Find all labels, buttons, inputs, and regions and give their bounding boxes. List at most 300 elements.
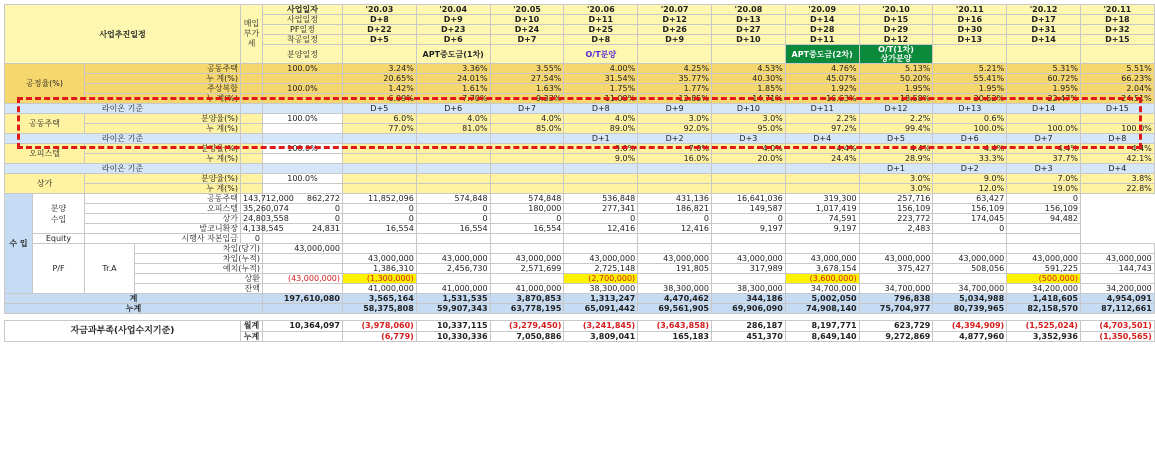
store-base-empty[interactable]	[263, 184, 343, 194]
fund-cum-1[interactable]: 10,330,336	[416, 331, 490, 342]
apt-label[interactable]: 공동주택	[5, 114, 85, 134]
income-1-3[interactable]: 180,000	[490, 204, 564, 214]
apt-basis-label[interactable]: 라이온 기준	[5, 104, 241, 114]
biz-day-1[interactable]: D+9	[416, 15, 490, 25]
office-basis-base[interactable]	[263, 134, 343, 144]
apt-basis-3[interactable]: D+8	[564, 104, 638, 114]
income-0-3[interactable]: 574,848	[490, 194, 564, 204]
apt-rate-0[interactable]: 6.0%	[343, 114, 417, 124]
income-8-0[interactable]: (1,300,000)	[343, 274, 417, 284]
row-label-sales[interactable]: 분양일정	[263, 45, 343, 64]
fund-monthly-3[interactable]: (3,241,845)	[564, 321, 638, 332]
fund-monthly-6[interactable]: 8,197,771	[785, 321, 859, 332]
sales-event-4[interactable]	[638, 45, 712, 64]
progress-2-0[interactable]: 1.42%	[343, 84, 417, 94]
income-5-0[interactable]	[343, 244, 417, 254]
office-basis-3[interactable]: D+1	[564, 134, 638, 144]
apt-base[interactable]: 100.0%	[263, 114, 343, 124]
income-5-9[interactable]	[1007, 244, 1081, 254]
tra-label[interactable]: Tr.A	[85, 244, 135, 294]
income-5-4[interactable]	[638, 244, 712, 254]
const-day-10[interactable]: D+15	[1080, 35, 1154, 45]
pf-day-0[interactable]: D+22	[343, 25, 417, 35]
fund-cum-5[interactable]: 451,370	[711, 331, 785, 342]
month-header-4[interactable]: '20.07	[638, 5, 712, 15]
progress-0-8[interactable]: 5.21%	[933, 64, 1007, 74]
const-day-0[interactable]: D+5	[343, 35, 417, 45]
office-vat-0[interactable]	[241, 144, 263, 154]
income-7-9[interactable]: 591,225	[1007, 264, 1081, 274]
income-4-7[interactable]	[785, 234, 859, 244]
pf-day-2[interactable]: D+24	[490, 25, 564, 35]
const-day-6[interactable]: D+11	[785, 35, 859, 45]
store-vat-1[interactable]	[241, 184, 263, 194]
total-5[interactable]: 344,186	[711, 294, 785, 304]
apt-basis-5[interactable]: D+10	[711, 104, 785, 114]
office-rate-2[interactable]	[490, 144, 564, 154]
fund-cum-7[interactable]: 9,272,869	[859, 331, 933, 342]
fund-cum-base[interactable]	[263, 331, 343, 342]
store-rate-4[interactable]	[638, 174, 712, 184]
office-basis-8[interactable]: D+6	[933, 134, 1007, 144]
progress-sub-1[interactable]: 누 계(%)	[85, 74, 241, 84]
store-basis-label[interactable]: 라이온 기준	[5, 164, 241, 174]
income-4-8[interactable]	[859, 234, 933, 244]
progress-2-8[interactable]: 1.95%	[933, 84, 1007, 94]
income-7-10[interactable]: 144,743	[1080, 264, 1154, 274]
apt-basis-7[interactable]: D+12	[859, 104, 933, 114]
office-cum-9[interactable]: 37.7%	[1007, 154, 1081, 164]
sales-event-2[interactable]	[490, 45, 564, 64]
apt-cum-9[interactable]: 100.0%	[1007, 124, 1081, 134]
income-4-9[interactable]	[933, 234, 1007, 244]
income-2-5[interactable]: 0	[638, 214, 712, 224]
income-0-10[interactable]: 0	[1007, 194, 1081, 204]
income-1-6[interactable]: 149,587	[711, 204, 785, 214]
store-rate-6[interactable]	[785, 174, 859, 184]
progress-1-2[interactable]: 27.54%	[490, 74, 564, 84]
income-9-8[interactable]: 34,700,000	[933, 284, 1007, 294]
biz-day-4[interactable]: D+12	[638, 15, 712, 25]
store-vat-0[interactable]	[241, 174, 263, 184]
apt-base-empty[interactable]	[263, 124, 343, 134]
progress-3-1[interactable]: 7.70%	[416, 94, 490, 104]
office-basis-label[interactable]: 라이온 기준	[5, 134, 241, 144]
income-7-2[interactable]: 2,571,699	[490, 264, 564, 274]
apt-rate-3[interactable]: 4.0%	[564, 114, 638, 124]
income-3-4[interactable]: 12,416	[564, 224, 638, 234]
total-base[interactable]: 197,610,080	[263, 294, 343, 304]
apt-basis-1[interactable]: D+6	[416, 104, 490, 114]
income-7-7[interactable]: 375,427	[859, 264, 933, 274]
income-name-5[interactable]: 차입(당기)	[135, 244, 263, 254]
office-cum-5[interactable]: 20.0%	[711, 154, 785, 164]
apt-sub-1[interactable]: 누 계(%)	[85, 124, 241, 134]
pf-day-3[interactable]: D+25	[564, 25, 638, 35]
apt-vat-1[interactable]	[241, 124, 263, 134]
store-rate-9[interactable]: 7.0%	[1007, 174, 1081, 184]
fund-cum-3[interactable]: 3,809,041	[564, 331, 638, 342]
income-8-2[interactable]	[490, 274, 564, 284]
store-rate-5[interactable]	[711, 174, 785, 184]
biz-day-8[interactable]: D+16	[933, 15, 1007, 25]
income-8-5[interactable]	[711, 274, 785, 284]
sales-event-0[interactable]	[343, 45, 417, 64]
cum-total-10[interactable]: 87,112,661	[1080, 304, 1154, 314]
apt-cum-7[interactable]: 99.4%	[859, 124, 933, 134]
fund-monthly-8[interactable]: (4,394,909)	[933, 321, 1007, 332]
income-3-0[interactable]: 24,831	[263, 224, 343, 234]
income-4-6[interactable]	[711, 234, 785, 244]
office-sub-1[interactable]: 누 계(%)	[85, 154, 241, 164]
cum-total-base[interactable]	[263, 304, 343, 314]
store-rate-3[interactable]	[564, 174, 638, 184]
office-cum-10[interactable]: 42.1%	[1080, 154, 1154, 164]
sales-event-3[interactable]: O/T분양	[564, 45, 638, 64]
store-rate-2[interactable]	[490, 174, 564, 184]
income-2-0[interactable]: 0	[263, 214, 343, 224]
office-basis-7[interactable]: D+5	[859, 134, 933, 144]
income-name-9[interactable]: 잔액	[135, 284, 263, 294]
month-header-8[interactable]: '20.11	[933, 5, 1007, 15]
office-rate-0[interactable]	[343, 144, 417, 154]
month-header-2[interactable]: '20.05	[490, 5, 564, 15]
office-rate-5[interactable]: 4.0%	[711, 144, 785, 154]
income-9-9[interactable]: 34,200,000	[1007, 284, 1081, 294]
fund-cum-9[interactable]: 3,352,936	[1007, 331, 1081, 342]
progress-3-2[interactable]: 9.33%	[490, 94, 564, 104]
fund-monthly-base[interactable]: 10,364,097	[263, 321, 343, 332]
income-name-1[interactable]: 오피스텔	[85, 204, 241, 214]
progress-1-7[interactable]: 50.20%	[859, 74, 933, 84]
income-8-8[interactable]	[933, 274, 1007, 284]
income-name-7[interactable]: 예치(누적)	[135, 264, 263, 274]
apt-basis-0[interactable]: D+5	[343, 104, 417, 114]
progress-0-7[interactable]: 5.13%	[859, 64, 933, 74]
store-basis-vat[interactable]	[241, 164, 263, 174]
apt-cum-0[interactable]: 77.0%	[343, 124, 417, 134]
total-1[interactable]: 1,531,535	[416, 294, 490, 304]
income-base-7[interactable]	[263, 264, 343, 274]
income-9-2[interactable]: 41,000,000	[490, 284, 564, 294]
income-9-5[interactable]: 38,300,000	[711, 284, 785, 294]
income-name-6[interactable]: 차입(누적)	[135, 254, 263, 264]
fund-monthly-10[interactable]: (4,703,501)	[1080, 321, 1154, 332]
progress-base-2[interactable]: 100.0%	[263, 84, 343, 94]
income-base-3[interactable]: 4,138,545	[241, 224, 263, 234]
income-2-3[interactable]: 0	[490, 214, 564, 224]
income-8-10[interactable]	[1080, 274, 1154, 284]
progress-0-4[interactable]: 4.25%	[638, 64, 712, 74]
income-8-4[interactable]	[638, 274, 712, 284]
apt-vat-0[interactable]	[241, 114, 263, 124]
progress-2-10[interactable]: 2.04%	[1080, 84, 1154, 94]
progress-3-6[interactable]: 16.63%	[785, 94, 859, 104]
progress-0-2[interactable]: 3.55%	[490, 64, 564, 74]
income-4-10[interactable]	[1007, 234, 1081, 244]
total-8[interactable]: 5,034,988	[933, 294, 1007, 304]
const-day-8[interactable]: D+13	[933, 35, 1007, 45]
income-3-6[interactable]: 9,197	[711, 224, 785, 234]
fund-monthly-2[interactable]: (3,279,450)	[490, 321, 564, 332]
month-header-5[interactable]: '20.08	[711, 5, 785, 15]
apt-basis-8[interactable]: D+13	[933, 104, 1007, 114]
income-6-10[interactable]: 43,000,000	[1080, 254, 1154, 264]
apt-basis-2[interactable]: D+7	[490, 104, 564, 114]
office-basis-vat[interactable]	[241, 134, 263, 144]
office-cum-7[interactable]: 28.9%	[859, 154, 933, 164]
cum-total-3[interactable]: 65,091,442	[564, 304, 638, 314]
income-1-9[interactable]: 156,109	[933, 204, 1007, 214]
month-header-9[interactable]: '20.12	[1007, 5, 1081, 15]
total-4[interactable]: 4,470,462	[638, 294, 712, 304]
progress-2-7[interactable]: 1.95%	[859, 84, 933, 94]
income-7-4[interactable]: 191,805	[638, 264, 712, 274]
office-basis-5[interactable]: D+3	[711, 134, 785, 144]
cum-total-6[interactable]: 74,908,140	[785, 304, 859, 314]
row-label-biz[interactable]: 사업일정	[263, 15, 343, 25]
cum-total-4[interactable]: 69,561,905	[638, 304, 712, 314]
row-label-const[interactable]: 착공일정	[263, 35, 343, 45]
income-5-7[interactable]	[859, 244, 933, 254]
income-9-3[interactable]: 38,300,000	[564, 284, 638, 294]
progress-3-10[interactable]: 24.51%	[1080, 94, 1154, 104]
income-7-5[interactable]: 317,989	[711, 264, 785, 274]
fund-monthly-5[interactable]: 286,187	[711, 321, 785, 332]
store-cum-2[interactable]	[490, 184, 564, 194]
fund-cum-2[interactable]: 7,050,886	[490, 331, 564, 342]
income-1-10[interactable]: 156,109	[1007, 204, 1081, 214]
income-7-1[interactable]: 2,456,730	[416, 264, 490, 274]
apt-sub-0[interactable]: 분양율(%)	[85, 114, 241, 124]
pf-day-7[interactable]: D+29	[859, 25, 933, 35]
income-base-8[interactable]: (43,000,000)	[263, 274, 343, 284]
apt-rate-6[interactable]: 2.2%	[785, 114, 859, 124]
sales-event-1[interactable]: APT중도금(1차)	[416, 45, 490, 64]
store-sub-0[interactable]: 분양율(%)	[85, 174, 241, 184]
office-basis-0[interactable]	[343, 134, 417, 144]
fund-cum-10[interactable]: (1,350,565)	[1080, 331, 1154, 342]
biz-day-7[interactable]: D+15	[859, 15, 933, 25]
pf-label[interactable]: P/F	[33, 244, 85, 294]
office-rate-6[interactable]: 4.4%	[785, 144, 859, 154]
progress-label[interactable]: 공정율(%)	[5, 64, 85, 104]
income-2-4[interactable]: 0	[564, 214, 638, 224]
store-basis-5[interactable]	[711, 164, 785, 174]
income-3-3[interactable]: 16,554	[490, 224, 564, 234]
progress-vat-2[interactable]	[241, 84, 263, 94]
fund-cum-8[interactable]: 4,877,960	[933, 331, 1007, 342]
income-4-3[interactable]	[490, 234, 564, 244]
income-5-2[interactable]	[490, 244, 564, 254]
office-basis-10[interactable]: D+8	[1080, 134, 1154, 144]
total-7[interactable]: 796,838	[859, 294, 933, 304]
biz-day-2[interactable]: D+10	[490, 15, 564, 25]
income-2-2[interactable]: 0	[416, 214, 490, 224]
progress-0-6[interactable]: 4.76%	[785, 64, 859, 74]
cum-total-1[interactable]: 59,907,343	[416, 304, 490, 314]
income-4-1[interactable]	[343, 234, 417, 244]
progress-1-9[interactable]: 60.72%	[1007, 74, 1081, 84]
income-0-0[interactable]: 862,272	[263, 194, 343, 204]
row-label-pf[interactable]: PF일정	[263, 25, 343, 35]
progress-3-5[interactable]: 14.71%	[711, 94, 785, 104]
income-7-0[interactable]: 1,386,310	[343, 264, 417, 274]
apt-basis-9[interactable]: D+14	[1007, 104, 1081, 114]
income-3-5[interactable]: 12,416	[638, 224, 712, 234]
income-3-9[interactable]: 0	[933, 224, 1007, 234]
store-rate-1[interactable]	[416, 174, 490, 184]
income-3-7[interactable]: 9,197	[785, 224, 859, 234]
office-sub-0[interactable]: 분양율(%)	[85, 144, 241, 154]
progress-1-6[interactable]: 45.07%	[785, 74, 859, 84]
income-base-9[interactable]	[263, 284, 343, 294]
biz-day-0[interactable]: D+8	[343, 15, 417, 25]
apt-cum-1[interactable]: 81.0%	[416, 124, 490, 134]
total-0[interactable]: 3,565,164	[343, 294, 417, 304]
apt-cum-10[interactable]: 100.0%	[1080, 124, 1154, 134]
fund-monthly-1[interactable]: 10,337,115	[416, 321, 490, 332]
progress-base-0[interactable]: 100.0%	[263, 64, 343, 74]
store-cum-8[interactable]: 12.0%	[933, 184, 1007, 194]
income-6-2[interactable]: 43,000,000	[490, 254, 564, 264]
office-rate-9[interactable]: 4.4%	[1007, 144, 1081, 154]
const-day-4[interactable]: D+9	[638, 35, 712, 45]
office-cum-3[interactable]: 9.0%	[564, 154, 638, 164]
income-name-8[interactable]: 상환	[135, 274, 263, 284]
income-0-1[interactable]: 11,852,096	[343, 194, 417, 204]
sales-event-8[interactable]	[933, 45, 1007, 64]
fund-label[interactable]: 자금과부족(사업수지기준)	[5, 321, 241, 342]
income-8-6[interactable]: (3,600,000)	[785, 274, 859, 284]
biz-day-3[interactable]: D+11	[564, 15, 638, 25]
cum-total-label[interactable]: 누계	[5, 304, 263, 314]
income-2-7[interactable]: 74,591	[785, 214, 859, 224]
income-1-7[interactable]: 1,017,419	[785, 204, 859, 214]
progress-2-5[interactable]: 1.85%	[711, 84, 785, 94]
sales-event-10[interactable]	[1080, 45, 1154, 64]
store-basis-base[interactable]	[263, 164, 343, 174]
store-basis-2[interactable]	[490, 164, 564, 174]
office-basis-9[interactable]: D+7	[1007, 134, 1081, 144]
income-name-4[interactable]: 시행사 자본입금	[85, 234, 241, 244]
progress-3-0[interactable]: 6.09%	[343, 94, 417, 104]
const-day-2[interactable]: D+7	[490, 35, 564, 45]
income-6-4[interactable]: 43,000,000	[638, 254, 712, 264]
income-5-1[interactable]	[416, 244, 490, 254]
income-1-4[interactable]: 277,341	[564, 204, 638, 214]
income-0-5[interactable]: 431,136	[638, 194, 712, 204]
income-name-2[interactable]: 상가	[85, 214, 241, 224]
office-rate-3[interactable]: 9.0%	[564, 144, 638, 154]
fund-monthly-4[interactable]: (3,643,858)	[638, 321, 712, 332]
progress-3-9[interactable]: 22.47%	[1007, 94, 1081, 104]
progress-3-3[interactable]: 11.08%	[564, 94, 638, 104]
total-10[interactable]: 4,954,091	[1080, 294, 1154, 304]
office-base[interactable]: 100.0%	[263, 144, 343, 154]
progress-0-9[interactable]: 5.31%	[1007, 64, 1081, 74]
apt-cum-6[interactable]: 97.2%	[785, 124, 859, 134]
income-9-1[interactable]: 41,000,000	[416, 284, 490, 294]
total-9[interactable]: 1,418,605	[1007, 294, 1081, 304]
income-label[interactable]: 수 입	[5, 194, 33, 294]
income-9-4[interactable]: 38,300,000	[638, 284, 712, 294]
income-0-4[interactable]: 536,848	[564, 194, 638, 204]
income-5-8[interactable]	[933, 244, 1007, 254]
apt-basis-6[interactable]: D+11	[785, 104, 859, 114]
cum-total-0[interactable]: 58,375,808	[343, 304, 417, 314]
income-6-8[interactable]: 43,000,000	[933, 254, 1007, 264]
const-day-5[interactable]: D+10	[711, 35, 785, 45]
income-1-8[interactable]: 156,109	[859, 204, 933, 214]
income-6-0[interactable]: 43,000,000	[343, 254, 417, 264]
total-3[interactable]: 1,313,247	[564, 294, 638, 304]
progress-1-1[interactable]: 24.01%	[416, 74, 490, 84]
office-label[interactable]: 오피스텔	[5, 144, 85, 164]
apt-cum-4[interactable]: 92.0%	[638, 124, 712, 134]
office-cum-6[interactable]: 24.4%	[785, 154, 859, 164]
store-cum-10[interactable]: 22.8%	[1080, 184, 1154, 194]
income-1-5[interactable]: 186,821	[638, 204, 712, 214]
biz-day-5[interactable]: D+13	[711, 15, 785, 25]
apt-basis-10[interactable]: D+15	[1080, 104, 1154, 114]
office-base-empty[interactable]	[263, 154, 343, 164]
progress-1-10[interactable]: 66.23%	[1080, 74, 1154, 84]
progress-base-1[interactable]	[263, 74, 343, 84]
progress-1-3[interactable]: 31.54%	[564, 74, 638, 84]
store-label[interactable]: 상가	[5, 174, 85, 194]
progress-1-5[interactable]: 40.30%	[711, 74, 785, 84]
income-1-2[interactable]: 0	[416, 204, 490, 214]
progress-0-10[interactable]: 5.51%	[1080, 64, 1154, 74]
income-4-5[interactable]	[638, 234, 712, 244]
progress-2-4[interactable]: 1.77%	[638, 84, 712, 94]
pf-day-4[interactable]: D+26	[638, 25, 712, 35]
progress-sub-2[interactable]: 주상복합	[85, 84, 241, 94]
office-cum-0[interactable]	[343, 154, 417, 164]
income-5-6[interactable]	[785, 244, 859, 254]
office-rate-7[interactable]: 4.4%	[859, 144, 933, 154]
total-6[interactable]: 5,002,050	[785, 294, 859, 304]
pf-day-10[interactable]: D+32	[1080, 25, 1154, 35]
progress-base-3[interactable]	[263, 94, 343, 104]
section-title[interactable]: 사업추진일정	[5, 5, 241, 64]
sales-income-label[interactable]: 분양 수입	[33, 194, 85, 234]
income-base-2[interactable]: 24,803,558	[241, 214, 263, 224]
cum-total-9[interactable]: 82,158,570	[1007, 304, 1081, 314]
store-basis-10[interactable]: D+4	[1080, 164, 1154, 174]
income-3-1[interactable]: 16,554	[343, 224, 417, 234]
apt-basis-base[interactable]	[263, 104, 343, 114]
fund-cum-4[interactable]: 165,183	[638, 331, 712, 342]
income-8-1[interactable]	[416, 274, 490, 284]
store-basis-7[interactable]: D+1	[859, 164, 933, 174]
office-cum-8[interactable]: 33.3%	[933, 154, 1007, 164]
income-6-7[interactable]: 43,000,000	[859, 254, 933, 264]
office-rate-1[interactable]	[416, 144, 490, 154]
sales-event-7[interactable]: O/T(1차) 상가분양	[859, 45, 933, 64]
apt-rate-7[interactable]: 2.2%	[859, 114, 933, 124]
income-0-8[interactable]: 257,716	[859, 194, 933, 204]
store-cum-0[interactable]	[343, 184, 417, 194]
progress-2-1[interactable]: 1.61%	[416, 84, 490, 94]
income-3-10[interactable]	[1007, 224, 1081, 234]
progress-1-0[interactable]: 20.65%	[343, 74, 417, 84]
income-4-2[interactable]	[416, 234, 490, 244]
store-basis-4[interactable]	[638, 164, 712, 174]
pf-day-9[interactable]: D+31	[1007, 25, 1081, 35]
store-cum-6[interactable]	[785, 184, 859, 194]
